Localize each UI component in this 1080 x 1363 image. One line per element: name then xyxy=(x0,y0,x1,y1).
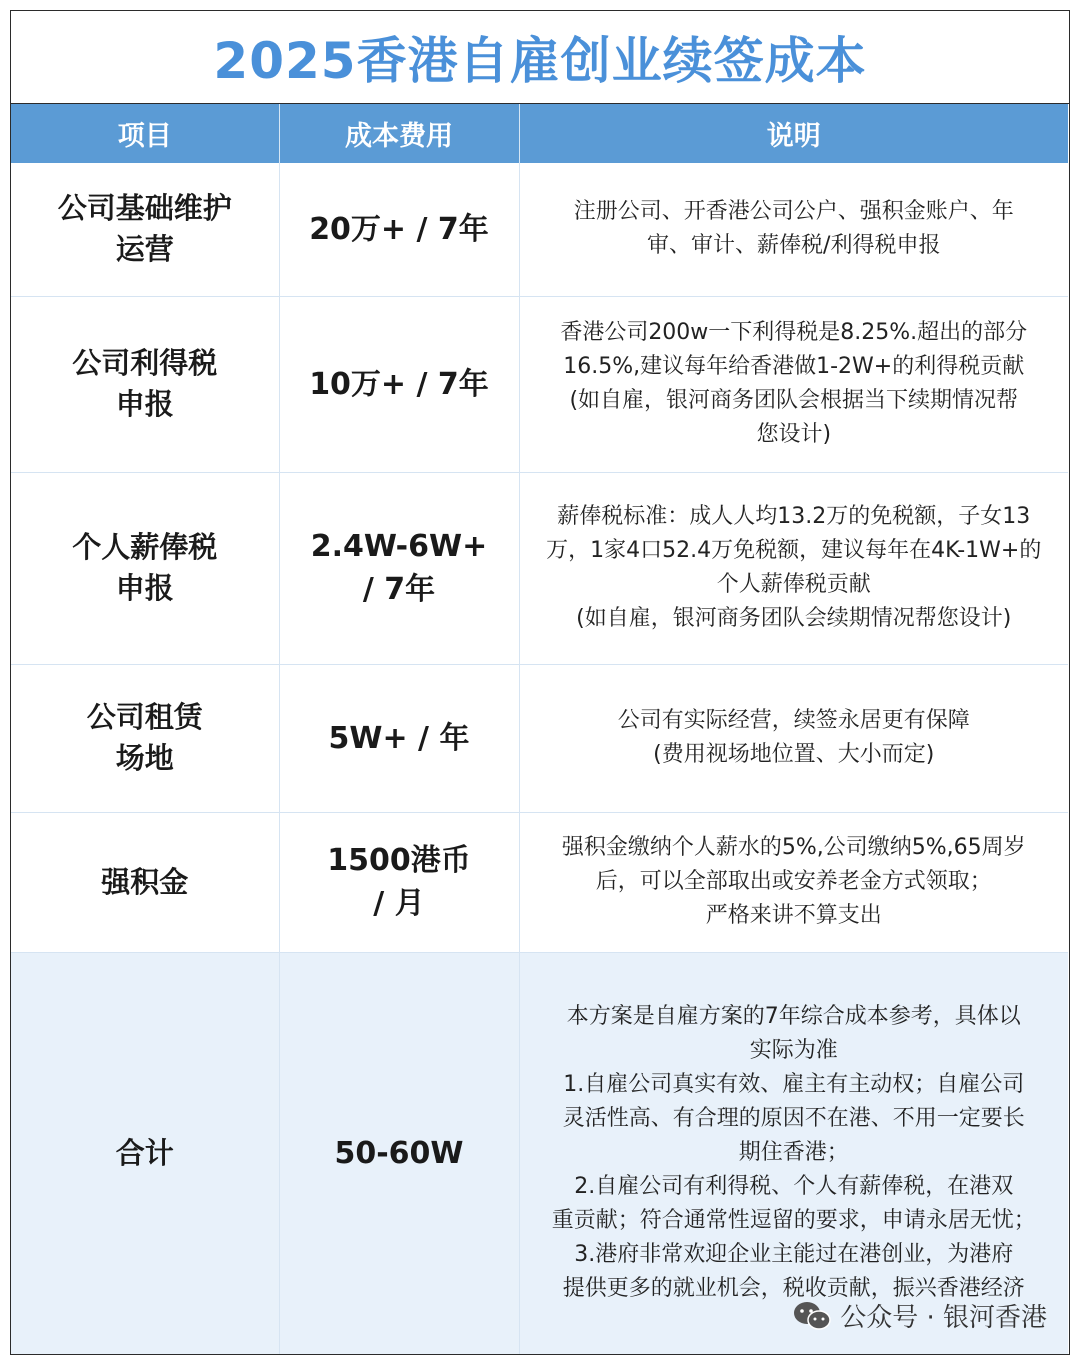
cell-desc-line: 重贡献；符合通常性逗留的要求，申请永居无忧； xyxy=(551,1208,1036,1234)
cell-cost xyxy=(279,296,519,472)
cell-desc-line: 后，可以全部取出或安养老金方式领取； xyxy=(595,869,992,894)
cell-item-line: 强积金 xyxy=(101,864,189,899)
cell-desc xyxy=(519,952,1068,1354)
cell-desc-line: 本方案是自雇方案的7年综合成本参考，具体以 xyxy=(566,1004,1021,1030)
cell-desc-line: 期住香港； xyxy=(738,1140,849,1166)
cell-cost-line: 1500港币 xyxy=(327,843,471,878)
cell-desc xyxy=(519,296,1068,472)
cell-desc-line: 个人薪俸税贡献 xyxy=(716,572,871,597)
cell-desc-line: 审、审计、薪俸税/利得税申报 xyxy=(647,233,941,259)
cell-cost-line: 10万+ / 7年 xyxy=(309,366,489,402)
cell-desc-line: 严格来讲不算支出 xyxy=(705,903,882,928)
cell-desc-line: 万，1家4口52.4万免税额，建议每年在4K-1W+的 xyxy=(546,538,1042,563)
cell-item-line: 公司租赁 xyxy=(86,700,203,734)
cell-cost-line: 2.4W-6W+ xyxy=(310,529,488,564)
watermark xyxy=(792,1297,1047,1334)
cell-desc xyxy=(519,472,1068,664)
cell-desc-line: (费用视场地位置、大小而定) xyxy=(653,742,935,767)
cell-cost xyxy=(279,163,519,296)
table-row xyxy=(11,664,1068,812)
table-row xyxy=(11,163,1068,296)
cell-cost xyxy=(279,952,519,1354)
cell-item-line: 合计 xyxy=(115,1135,174,1170)
cell-item xyxy=(11,952,279,1354)
cell-desc-line: 注册公司、开香港公司公户、强积金账户、年 xyxy=(573,199,1014,225)
cell-desc-line: 薪俸税标准：成人人均13.2万的免税额，子女13 xyxy=(557,504,1031,529)
cell-desc xyxy=(519,163,1068,296)
cell-cost xyxy=(279,664,519,812)
cell-desc-line: 16.5%,建议每年给香港做1-2W+的利得税贡献 xyxy=(563,354,1025,379)
cell-desc-line: 1.自雇公司真实有效、雇主有主动权；自雇公司 xyxy=(563,1072,1025,1098)
cell-item xyxy=(11,472,279,664)
cell-item-line: 运营 xyxy=(115,232,174,267)
cost-table-frame xyxy=(10,10,1070,1355)
cell-desc-line: 灵活性高、有合理的原因不在港、不用一定要长 xyxy=(562,1106,1025,1132)
cell-item xyxy=(11,163,279,296)
cell-desc-line: 2.自雇公司有利得税、个人有薪俸税，在港双 xyxy=(574,1174,1014,1200)
cell-desc-line: 3.港府非常欢迎企业主能过在港创业，为港府 xyxy=(574,1242,1014,1268)
cell-cost-line: 20万+ / 7年 xyxy=(309,211,489,247)
table-row xyxy=(11,472,1068,664)
cell-desc-line: 提供更多的就业机会，税收贡献，振兴香港经济 xyxy=(562,1276,1025,1302)
cell-cost-line: / 7年 xyxy=(362,572,436,607)
cell-desc xyxy=(519,812,1068,952)
table-row xyxy=(11,812,1068,952)
cell-desc-line: 香港公司200w一下利得税是8.25%.超出的部分 xyxy=(560,320,1028,345)
cell-cost-line: 50-60W xyxy=(334,1135,464,1171)
cell-cost-line: / 月 xyxy=(373,886,425,921)
cell-item xyxy=(11,296,279,472)
page-title: 2025香港自雇创业续签成本 xyxy=(11,11,1069,104)
cell-item-line: 公司利得税 xyxy=(72,346,218,380)
cell-cost-line: 5W+ / 年 xyxy=(328,720,470,756)
cell-desc-line: 实际为准 xyxy=(749,1038,838,1064)
cell-desc-line: (如自雇，银河商务团队会续期情况帮您设计) xyxy=(576,606,1012,631)
header-cost: 成本费用 xyxy=(279,104,519,163)
cell-cost xyxy=(279,812,519,952)
table-row xyxy=(11,952,1068,1354)
cell-desc-line: 您设计) xyxy=(756,422,832,447)
cell-desc-line: (如自雇，银河商务团队会根据当下续期情况帮 xyxy=(569,388,1019,413)
cell-item-line: 公司基础维护 xyxy=(57,191,232,226)
table-header-row xyxy=(11,104,1068,163)
watermark-text: 公众号 · 银河香港 xyxy=(840,1303,1047,1333)
cell-item-line: 申报 xyxy=(115,387,174,421)
cell-cost xyxy=(279,472,519,664)
cell-item xyxy=(11,664,279,812)
header-desc: 说明 xyxy=(519,104,1068,163)
cell-item-line: 申报 xyxy=(115,571,174,605)
cell-desc xyxy=(519,664,1068,812)
table-row xyxy=(11,296,1068,472)
cell-item-line: 场地 xyxy=(115,741,174,775)
cell-desc-line: 公司有实际经营，续签永居更有保障 xyxy=(617,708,970,733)
cell-item-line: 个人薪俸税 xyxy=(72,530,218,564)
cell-item xyxy=(11,812,279,952)
cell-desc-line: 强积金缴纳个人薪水的5%,公司缴纳5%,65周岁 xyxy=(561,835,1026,860)
wechat-icon xyxy=(792,1300,832,1332)
cost-table xyxy=(11,104,1068,1354)
header-item: 项目 xyxy=(11,104,279,163)
